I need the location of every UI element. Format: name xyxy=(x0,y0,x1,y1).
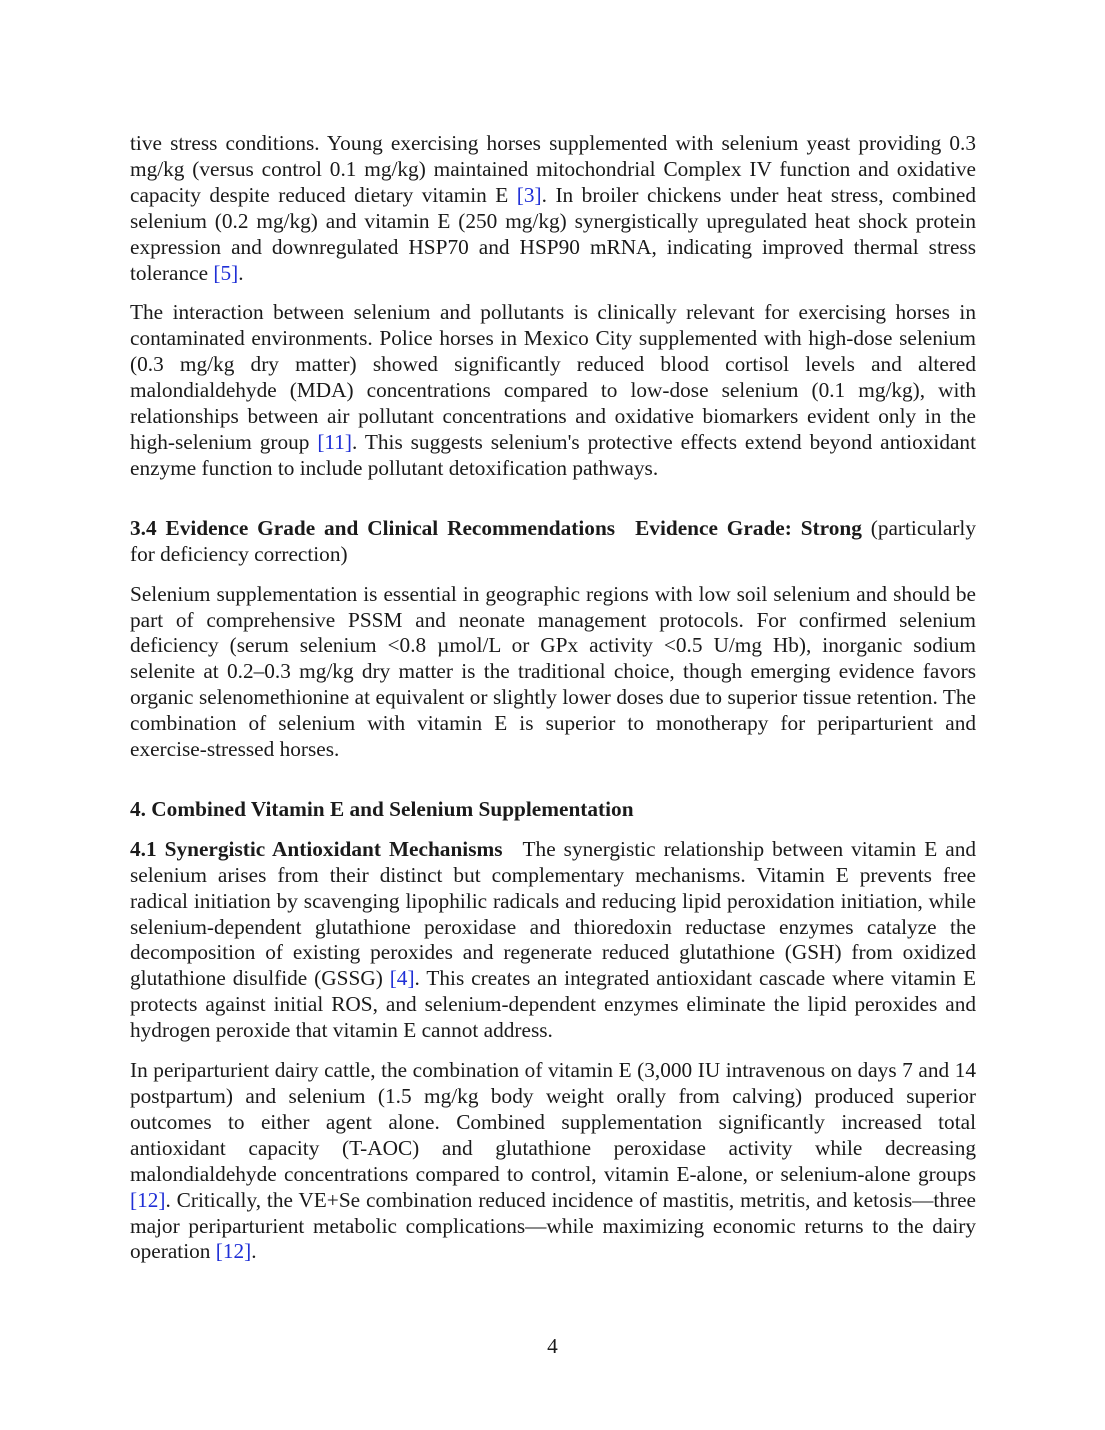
paragraph-recommendations: Selenium supplementation is essential in geographic regions with low soil selenium and should be part of comprehensive PSSM and neonate management protocols. For confirmed selenium deficiency (serum selenium <0.8 µmol/L or GPx activity <0.5 U/mg Hb), inorganic sodium selenite at 0.2–0.3 mg/kg dry matter is the traditional choice, though emerging evidence favors organic selenomethionine at equivalent or slightly lower doses due to superior tissue retention. The combination of selenium with vitamin E is superior to monotherapy for periparturient and exercise-stressed horses. xyxy=(130,581,976,762)
citation-link[interactable]: [12] xyxy=(215,1239,252,1264)
page-number: 4 xyxy=(547,1334,558,1358)
subsection-heading: 4.1 Synergistic Antioxidant Mechanisms xyxy=(130,836,503,861)
evidence-grade: Evidence Grade: Strong xyxy=(635,515,862,540)
paragraph-dairy-cattle: In periparturient dairy cattle, the combination of vitamin E (3,000 IU intravenous on days 7 and 14 postpartum) and selenium (1.5 mg/kg body weight orally from calving) produced superior outcomes to either agent alone. Combined supplementation significantly increased total antioxidant capacity (T-AOC) and glutathione peroxidase activity while decreasing malondialdehyde concentrations compared to control, vitamin E-alone, or selenium-alone groups [12]. Critically, the VE+Se combination reduced incidence of mastitis, metritis, and ketosis—three major periparturient metabolic complications—while maximizing economic returns to the dairy operation [12]. xyxy=(130,1058,976,1264)
paragraph-synergistic-mechanisms: 4.1 Synergistic Antioxidant Mechanisms The synergistic relationship between vitamin E and selenium arises from their distinct but complementary mechanisms. Vitamin E prevents free radical initiation by scavenging lipophilic radicals and reducing lipid peroxidation initiation, while selenium-dependent glutathione peroxidase and thioredoxin reductase enzymes catalyze the decomposition of existing peroxides and regenerate reduced glutathione (GSH) from oxidized glutathione disulfide (GSSG) [4]. This creates an integrated antioxidant cascade where vitamin E protects against initial ROS, and selenium-dependent enzymes eliminate the lipid peroxides and hydrogen peroxide that vitamin E cannot address. xyxy=(130,836,976,1043)
paragraph-selenium-pollutants: The interaction between selenium and pollutants is clinically relevant for exercising horses in contaminated environments. Police horses in Mexico City supplemented with high-dose selenium (0.3 mg/kg dry matter) showed significantly reduced blood cortisol levels and altered malondialdehyde (MDA) concentrations compared to low-dose selenium (0.1 mg/kg), with relationships between air pollutant concentrations and oxidative biomarkers evident only in the high-selenium group [11]. This suggests selenium's protective effects extend beyond antioxidant enzyme function to include pollutant detoxification pathways. xyxy=(130,300,976,480)
citation-link[interactable]: [3] xyxy=(516,182,542,207)
section-heading-4: 4. Combined Vitamin E and Selenium Supplementation xyxy=(130,796,634,821)
page-body xyxy=(130,131,976,1279)
section-heading: 3.4 Evidence Grade and Clinical Recommendations xyxy=(130,515,616,540)
citation-link[interactable]: [12] xyxy=(130,1187,166,1212)
section-3-4: 3.4 Evidence Grade and Clinical Recommendations Evidence Grade: Strong (particularly for deficiency correction) xyxy=(130,515,976,566)
citation-link[interactable]: [11] xyxy=(317,429,353,454)
citation-link[interactable]: [5] xyxy=(213,260,239,285)
paragraph-selenium-exercise: tive stress conditions. Young exercising horses supplemented with selenium yeast providing 0.3 mg/kg (versus control 0.1 mg/kg) maintained mitochondrial Complex IV function and oxidative capacity despite reduced dietary vitamin E [3]. In broiler chickens under heat stress, combined selenium (0.2 mg/kg) and vitamin E (250 mg/kg) synergistically upregulated heat shock protein expression and downregulated HSP70 and HSP90 mRNA, indicating improved thermal stress tolerance [5]. xyxy=(130,131,976,285)
citation-link[interactable]: [4] xyxy=(389,966,415,991)
